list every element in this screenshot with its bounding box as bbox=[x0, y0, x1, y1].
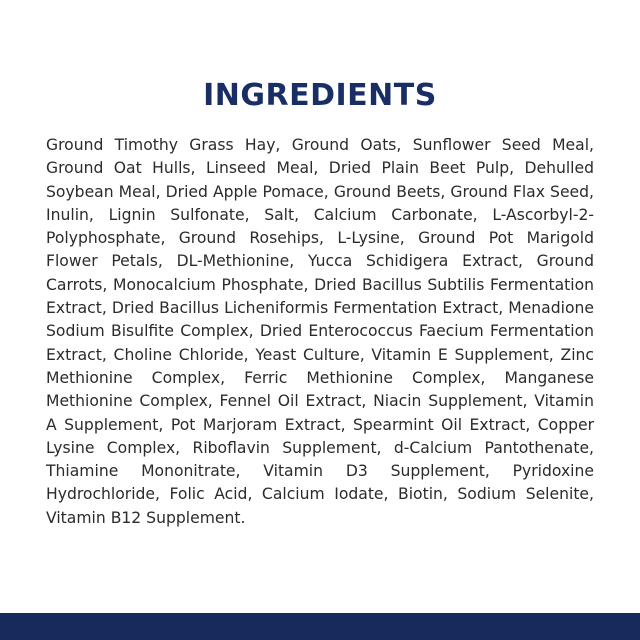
footer-band bbox=[0, 613, 640, 640]
ingredients-list: Ground Timothy Grass Hay, Ground Oats, Sunflower Seed Meal, Ground Oat Hulls, Linseed Meal, Dried Plain Beet Pulp, Dehulled Soybean Meal, Dried Apple Pomace, Ground Beets, Ground Flax Seed, Inulin, Lignin Sulfonate, Salt, Calcium Carbonate, L-Ascorbyl-2-Polyphosphate, Ground Rosehips, L-Lysine, Ground Pot Marigold Flower Petals, DL-Methionine, Yucca Schidigera Extract, Ground Carrots, Monocalcium Phosphate, Dried Bacillus Subtilis Fermentation Extract, Dried Bacillus Licheniformis Fermentation Extract, Menadione Sodium Bisulfite Complex, Dried Enterococcus Faecium Fermentation Extract, Choline Chloride, Yeast Culture, Vitamin E Supplement, Zinc Methionine Complex, Ferric Methionine Complex, Manganese Methionine Complex, Fennel Oil Extract, Niacin Supplement, Vitamin A Supplement, Pot Marjoram Extract, Spearmint Oil Extract, Copper Lysine Complex, Riboflavin Supplement, d-Calcium Pantothenate, Thiamine Mononitrate, Vitamin D3 Supplement, Pyridoxine Hydrochloride, Folic Acid, Calcium Iodate, Biotin, Sodium Selenite, Vitamin B12 Supplement. bbox=[46, 136, 594, 527]
page-title: INGREDIENTS bbox=[203, 78, 437, 113]
